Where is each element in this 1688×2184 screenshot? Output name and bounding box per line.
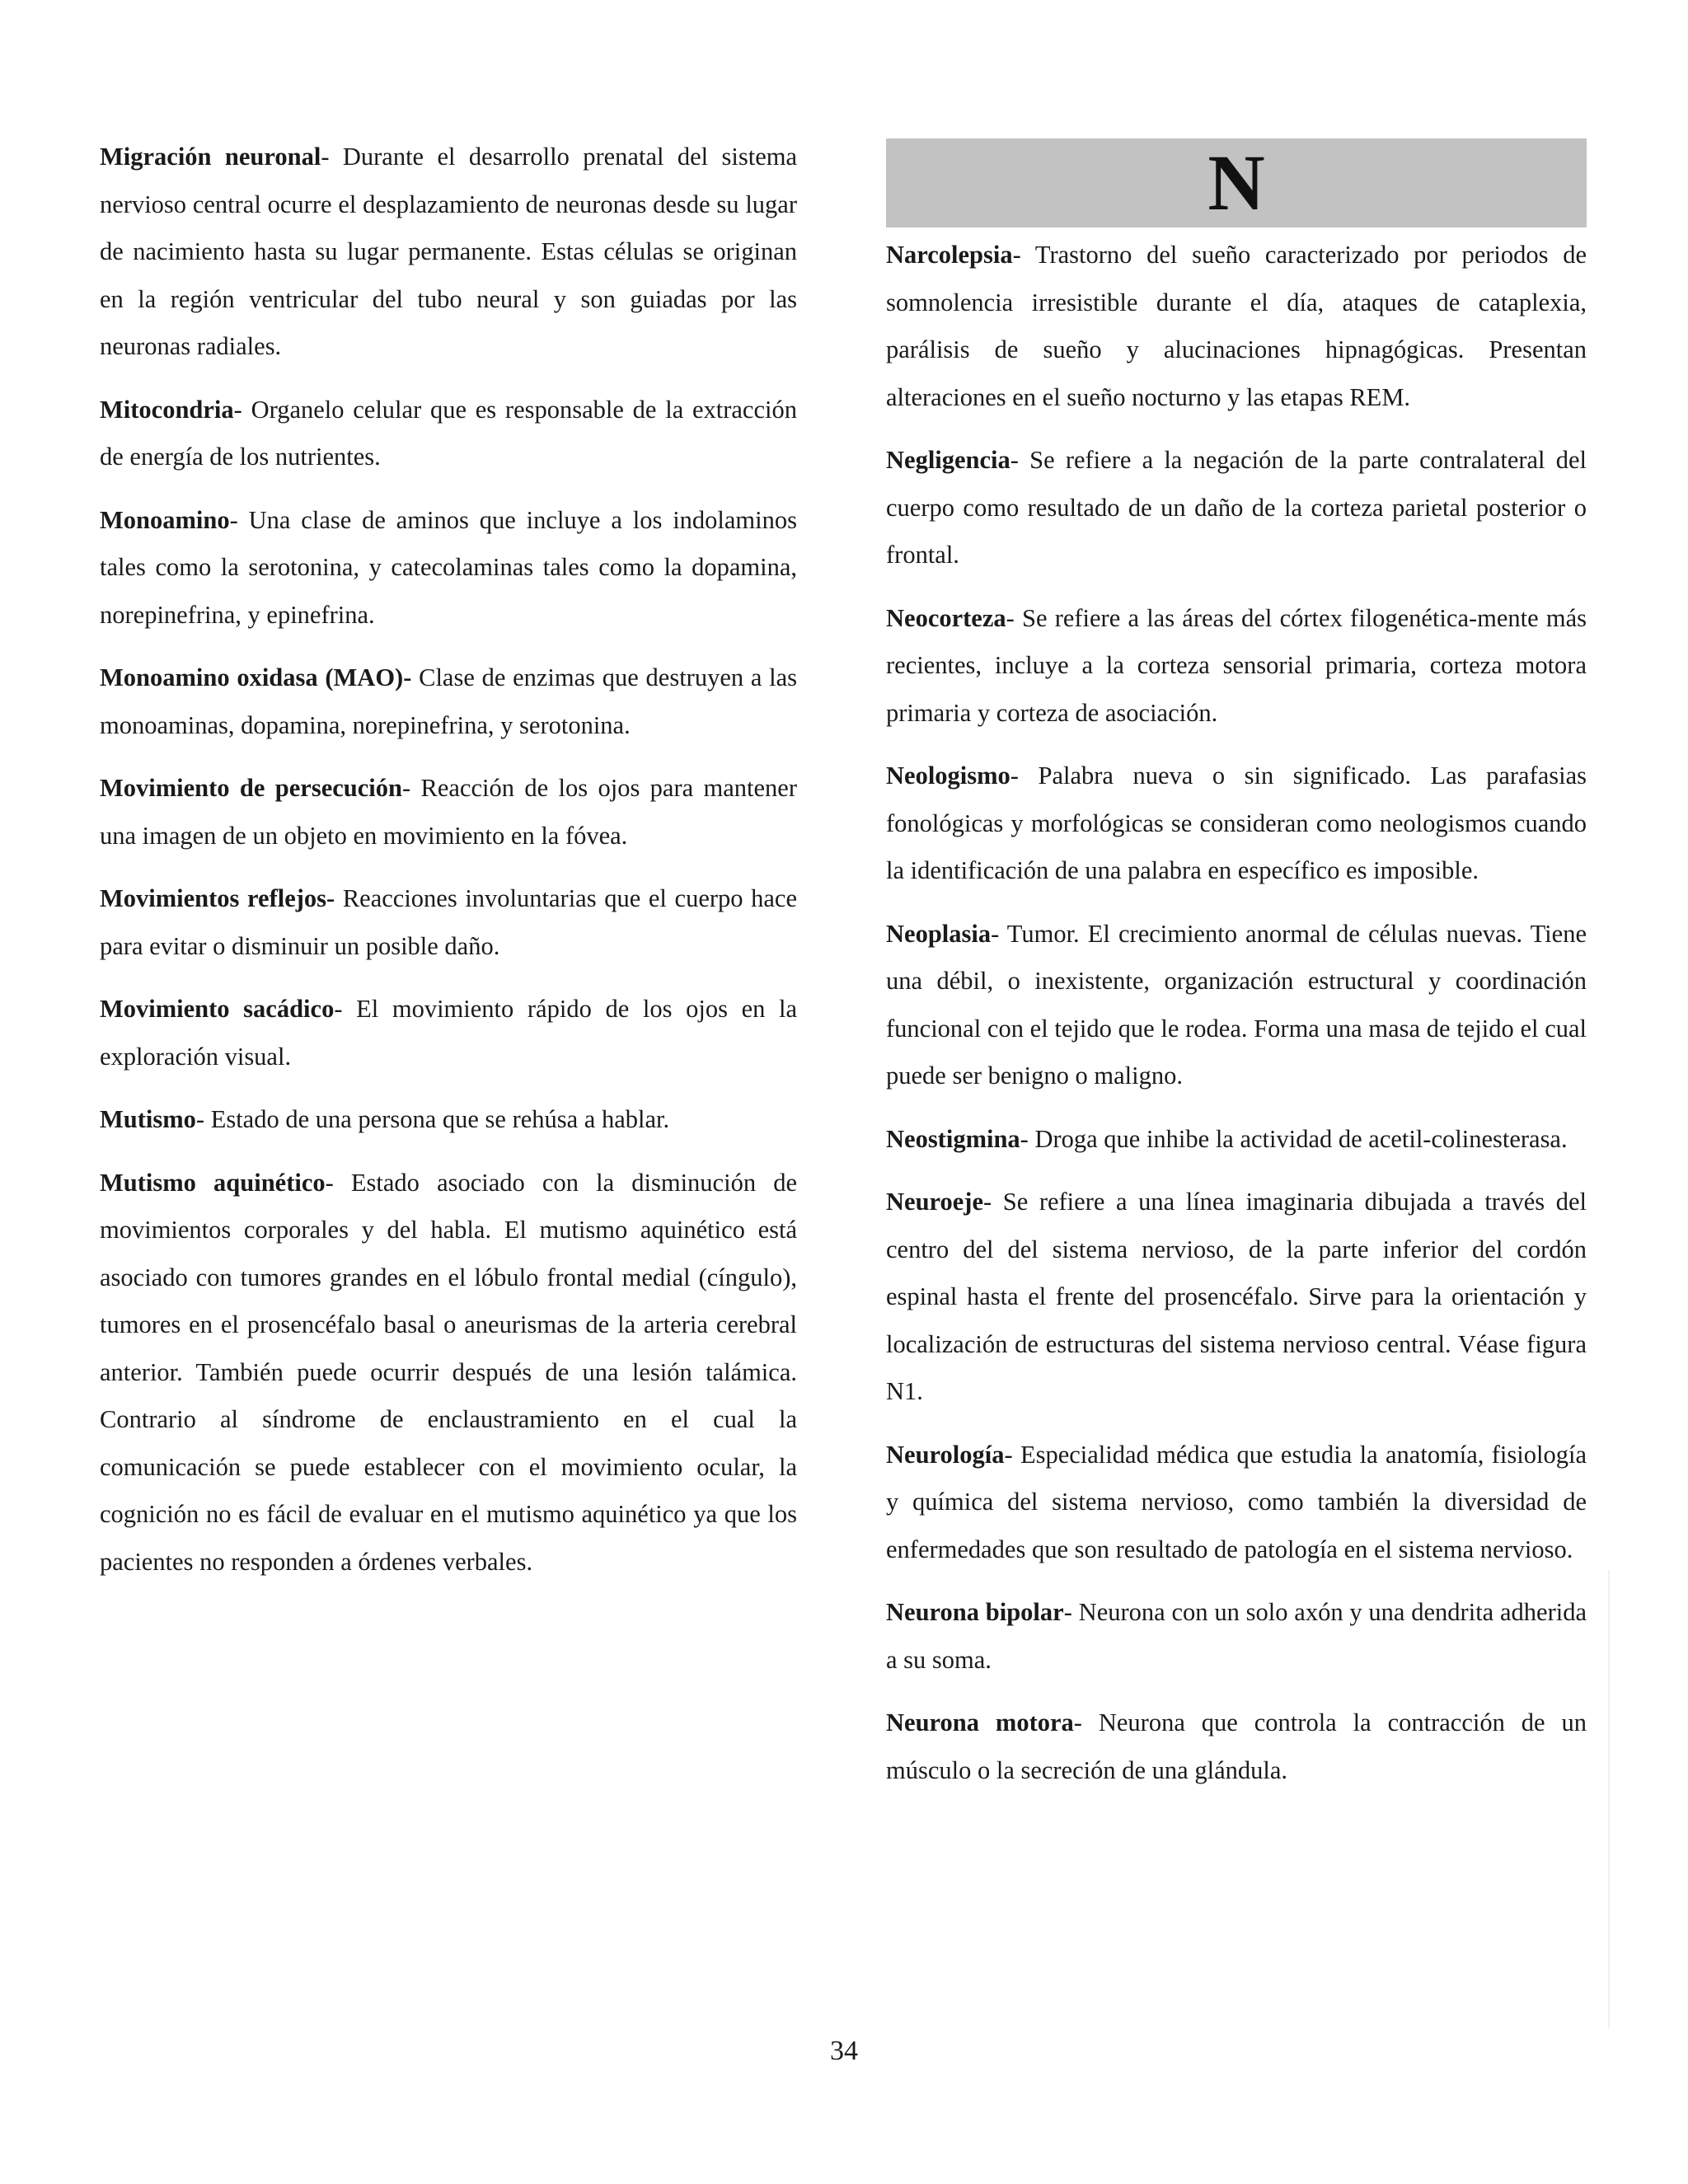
entry-definition: - Droga que inhibe la actividad de acetil-colinesterasa. <box>1020 1124 1568 1153</box>
glossary-entry <box>100 134 797 371</box>
entry-definition: - Una clase de aminos que incluye a los indolaminos tales como la serotonina, y catecolaminas tales como la dopamina, norepinefrina, y epinefrina. <box>100 505 797 629</box>
entry-definition: - El movimiento rápido de los ojos en la exploración visual. <box>100 995 798 1071</box>
entry-term: Migración neuronal <box>100 143 321 171</box>
page-number: 34 <box>830 2036 858 2066</box>
entry-definition: - Se refiere a las áreas del córtex filogenética-mente más recientes, incluye a la corteza sensorial primaria, corteza motora primaria y corteza de asociación. <box>886 603 1587 727</box>
entry-definition: - Estado de una persona que se rehúsa a hablar. <box>195 1105 670 1133</box>
entry-definition: - Trastorno del sueño caracterizado por periodos de somnolencia irresistible durante el día, ataques de cataplexia, parálisis de sueño y alucinaciones hipnagógicas. Presentan alteraciones en el sueño nocturno y las etapas REM. <box>886 241 1587 411</box>
entry-term: Neocorteza <box>886 603 1006 632</box>
entry-term: Movimiento sacádico <box>100 995 335 1023</box>
glossary-entry <box>100 986 797 1080</box>
glossary-entry <box>886 1179 1587 1416</box>
glossary-entry <box>886 911 1587 1100</box>
entry-definition: Reacciones involuntarias que el cuerpo hace para evitar o disminuir un posible daño. <box>100 884 798 960</box>
glossary-entry <box>886 595 1587 738</box>
entry-term: Movimiento de persecución <box>100 774 402 802</box>
glossary-entry <box>100 765 797 860</box>
entry-term: Neurona bipolar <box>886 1598 1064 1626</box>
entry-term: Neoplasia <box>886 919 992 948</box>
glossary-entry <box>100 875 797 970</box>
left-column <box>100 134 797 1601</box>
entry-term: Movimientos reflejos- <box>100 884 335 912</box>
glossary-entry <box>886 1699 1587 1794</box>
entry-definition: - Tumor. El crecimiento anormal de células nuevas. Tiene una débil, o inexistente, organización estructural y coordinación funcional con el tejido que le rodea. Forma una masa de tejido el cual puede ser benigno o maligno. <box>886 919 1587 1090</box>
entry-term: Mitocondria <box>100 395 234 424</box>
glossary-entry <box>100 387 797 481</box>
entry-term: Negligencia <box>886 446 1010 474</box>
entry-term: Neuroeje <box>886 1188 983 1216</box>
entry-term: Mutismo aquinético <box>100 1168 326 1197</box>
entry-definition: - Se refiere a una línea imaginaria dibujada a través del centro del del sistema nervioso, de la parte inferior del cordón espinal hasta el frente del prosencéfalo. Sirve para la orientación y localización de estructuras del sistema nervioso central. Véase figura N1. <box>886 1188 1587 1405</box>
entry-definition: - Durante el desarrollo prenatal del sistema nervioso central ocurre el desplazamiento de neuronas desde su lugar de nacimiento hasta su lugar permanente. Estas células se originan en la región ventricular del tubo neural y son guiadas por las neuronas radiales. <box>100 143 797 360</box>
entry-term: Neurona motora <box>886 1708 1074 1736</box>
entry-term: Monoamino <box>100 505 230 534</box>
entry-term: Neologismo <box>886 762 1010 790</box>
glossary-entry <box>100 1160 797 1586</box>
entry-definition: - Especialidad médica que estudia la anatomía, fisiología y química del sistema nervioso, como también la diversidad de enfermedades que son resultado de patología en el sistema nervioso. <box>886 1440 1587 1563</box>
entry-definition: - Neurona con un solo axón y una dendrita adherida a su soma. <box>886 1598 1587 1674</box>
glossary-entry <box>100 1096 797 1144</box>
glossary-entry <box>100 497 797 640</box>
entry-definition: - Reacción de los ojos para mantener una imagen de un objeto en movimiento en la fóvea. <box>100 774 798 850</box>
margin-rule <box>1608 1570 1610 2027</box>
entry-term: Mutismo <box>100 1105 196 1133</box>
entry-definition: - Palabra nueva o sin significado. Las parafasias fonológicas y morfológicas se consideran como neologismos cuando la identificación de una palabra en específico es imposible. <box>886 762 1587 884</box>
glossary-entry <box>100 654 797 749</box>
entry-definition: - Se refiere a la negación de la parte contralateral del cuerpo como resultado de un daño de la corteza parietal posterior o frontal. <box>886 446 1587 569</box>
glossary-entry <box>886 232 1587 421</box>
section-letter: N <box>1207 138 1265 227</box>
right-column <box>886 138 1587 1810</box>
glossary-entry <box>886 752 1587 895</box>
section-letter-header <box>886 138 1587 227</box>
glossary-entry <box>886 1589 1587 1684</box>
entry-definition: - Organelo celular que es responsable de la extracción de energía de los nutrientes. <box>100 395 797 471</box>
glossary-entry <box>886 437 1587 579</box>
entry-term: Neurología <box>886 1440 1005 1469</box>
entry-definition: - Neurona que controla la contracción de un músculo o la secreción de una glándula. <box>886 1708 1587 1784</box>
entry-term: Narcolepsia <box>886 241 1013 269</box>
entry-term: Neostigmina <box>886 1124 1020 1153</box>
glossary-entry <box>886 1432 1587 1574</box>
entry-term: Monoamino oxidasa (MAO)- <box>100 663 412 691</box>
entry-definition: Clase de enzimas que destruyen a las monoaminas, dopamina, norepinefrina, y serotonina. <box>100 663 797 739</box>
entry-definition: - Estado asociado con la disminución de movimientos corporales y del habla. El mutismo aquinético está asociado con tumores grandes en el lóbulo frontal medial (cíngulo), tumores en el prosencéfalo basal o aneurismas de la arteria cerebral anterior. También puede ocurrir después de una lesión talámica. Contrario al síndrome de enclaustramiento en el cual la comunicación se puede establecer con el movimiento ocular, la cognición no es fácil de evaluar en el mutismo aquinético ya que los pacientes no responden a órdenes verbales. <box>100 1168 797 1576</box>
glossary-entry <box>886 1116 1587 1164</box>
